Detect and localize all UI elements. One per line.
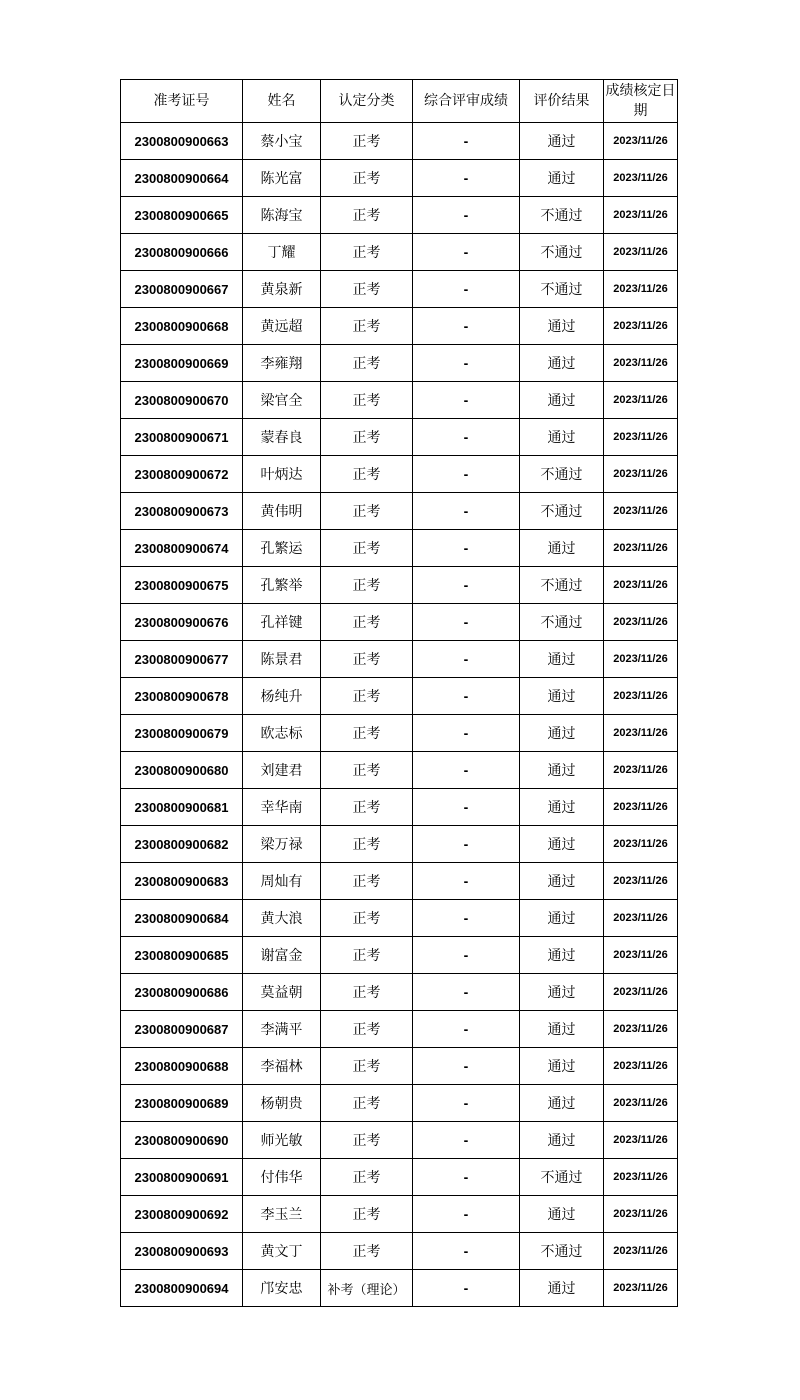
cell-score: - xyxy=(413,530,520,567)
table-row xyxy=(121,641,678,678)
cell-exam-id: 2300800900674 xyxy=(121,530,243,567)
cell-name: 黄伟明 xyxy=(243,493,321,530)
cell-category: 正考 xyxy=(321,678,413,715)
cell-result: 不通过 xyxy=(520,234,604,271)
cell-category: 正考 xyxy=(321,900,413,937)
cell-name: 黄泉新 xyxy=(243,271,321,308)
cell-score: - xyxy=(413,234,520,271)
cell-score: - xyxy=(413,1048,520,1085)
cell-category: 正考 xyxy=(321,1196,413,1233)
table-header xyxy=(121,80,678,123)
cell-exam-id: 2300800900685 xyxy=(121,937,243,974)
table-row xyxy=(121,1122,678,1159)
cell-category: 正考 xyxy=(321,1233,413,1270)
cell-date: 2023/11/26 xyxy=(604,1085,678,1122)
cell-date: 2023/11/26 xyxy=(604,419,678,456)
cell-date: 2023/11/26 xyxy=(604,641,678,678)
cell-score: - xyxy=(413,937,520,974)
cell-category: 正考 xyxy=(321,1011,413,1048)
cell-result: 通过 xyxy=(520,1122,604,1159)
cell-name: 师光敏 xyxy=(243,1122,321,1159)
cell-date: 2023/11/26 xyxy=(604,197,678,234)
cell-date: 2023/11/26 xyxy=(604,1011,678,1048)
cell-date: 2023/11/26 xyxy=(604,456,678,493)
cell-category: 正考 xyxy=(321,826,413,863)
cell-exam-id: 2300800900667 xyxy=(121,271,243,308)
cell-date: 2023/11/26 xyxy=(604,752,678,789)
cell-exam-id: 2300800900671 xyxy=(121,419,243,456)
cell-score: - xyxy=(413,567,520,604)
cell-category: 正考 xyxy=(321,604,413,641)
cell-date: 2023/11/26 xyxy=(604,789,678,826)
cell-result: 通过 xyxy=(520,308,604,345)
cell-result: 通过 xyxy=(520,900,604,937)
cell-exam-id: 2300800900683 xyxy=(121,863,243,900)
cell-category: 正考 xyxy=(321,1048,413,1085)
table-row xyxy=(121,530,678,567)
cell-category: 正考 xyxy=(321,974,413,1011)
cell-score: - xyxy=(413,604,520,641)
cell-exam-id: 2300800900675 xyxy=(121,567,243,604)
cell-result: 不通过 xyxy=(520,493,604,530)
table-row xyxy=(121,715,678,752)
cell-result: 不通过 xyxy=(520,197,604,234)
cell-score: - xyxy=(413,382,520,419)
header-score: 综合评审成绩 xyxy=(413,80,520,123)
header-row xyxy=(121,80,678,123)
cell-name: 周灿有 xyxy=(243,863,321,900)
cell-exam-id: 2300800900694 xyxy=(121,1270,243,1307)
cell-name: 杨纯升 xyxy=(243,678,321,715)
cell-exam-id: 2300800900663 xyxy=(121,123,243,160)
table-row xyxy=(121,604,678,641)
cell-result: 不通过 xyxy=(520,604,604,641)
cell-exam-id: 2300800900682 xyxy=(121,826,243,863)
cell-exam-id: 2300800900669 xyxy=(121,345,243,382)
table-row xyxy=(121,382,678,419)
cell-exam-id: 2300800900692 xyxy=(121,1196,243,1233)
cell-date: 2023/11/26 xyxy=(604,900,678,937)
cell-result: 通过 xyxy=(520,1270,604,1307)
cell-exam-id: 2300800900684 xyxy=(121,900,243,937)
cell-score: - xyxy=(413,1270,520,1307)
table-row xyxy=(121,493,678,530)
table-row xyxy=(121,900,678,937)
cell-score: - xyxy=(413,900,520,937)
table-row xyxy=(121,826,678,863)
cell-date: 2023/11/26 xyxy=(604,271,678,308)
cell-date: 2023/11/26 xyxy=(604,1233,678,1270)
cell-result: 通过 xyxy=(520,641,604,678)
cell-score: - xyxy=(413,826,520,863)
cell-score: - xyxy=(413,1122,520,1159)
cell-category: 正考 xyxy=(321,567,413,604)
cell-date: 2023/11/26 xyxy=(604,308,678,345)
cell-category: 正考 xyxy=(321,271,413,308)
cell-name: 李福林 xyxy=(243,1048,321,1085)
cell-category: 正考 xyxy=(321,345,413,382)
table-row xyxy=(121,678,678,715)
cell-score: - xyxy=(413,419,520,456)
cell-category: 正考 xyxy=(321,493,413,530)
cell-name: 孔祥键 xyxy=(243,604,321,641)
cell-date: 2023/11/26 xyxy=(604,345,678,382)
cell-exam-id: 2300800900678 xyxy=(121,678,243,715)
cell-date: 2023/11/26 xyxy=(604,826,678,863)
cell-category: 正考 xyxy=(321,752,413,789)
cell-result: 通过 xyxy=(520,530,604,567)
table-row xyxy=(121,1048,678,1085)
cell-date: 2023/11/26 xyxy=(604,937,678,974)
cell-date: 2023/11/26 xyxy=(604,382,678,419)
cell-category: 正考 xyxy=(321,456,413,493)
cell-category: 正考 xyxy=(321,1122,413,1159)
cell-score: - xyxy=(413,789,520,826)
cell-name: 蔡小宝 xyxy=(243,123,321,160)
cell-category: 正考 xyxy=(321,308,413,345)
cell-result: 通过 xyxy=(520,678,604,715)
cell-name: 陈光富 xyxy=(243,160,321,197)
cell-exam-id: 2300800900679 xyxy=(121,715,243,752)
cell-score: - xyxy=(413,1085,520,1122)
cell-result: 通过 xyxy=(520,937,604,974)
cell-result: 通过 xyxy=(520,826,604,863)
cell-result: 通过 xyxy=(520,160,604,197)
cell-category: 正考 xyxy=(321,234,413,271)
cell-score: - xyxy=(413,345,520,382)
cell-score: - xyxy=(413,1011,520,1048)
cell-exam-id: 2300800900693 xyxy=(121,1233,243,1270)
cell-category: 正考 xyxy=(321,863,413,900)
cell-exam-id: 2300800900687 xyxy=(121,1011,243,1048)
cell-category: 正考 xyxy=(321,419,413,456)
cell-score: - xyxy=(413,678,520,715)
cell-result: 不通过 xyxy=(520,1159,604,1196)
cell-result: 不通过 xyxy=(520,1233,604,1270)
cell-exam-id: 2300800900691 xyxy=(121,1159,243,1196)
header-result: 评价结果 xyxy=(520,80,604,123)
cell-category: 正考 xyxy=(321,789,413,826)
cell-result: 不通过 xyxy=(520,567,604,604)
cell-score: - xyxy=(413,1196,520,1233)
cell-date: 2023/11/26 xyxy=(604,604,678,641)
cell-result: 不通过 xyxy=(520,456,604,493)
cell-exam-id: 2300800900664 xyxy=(121,160,243,197)
cell-date: 2023/11/26 xyxy=(604,715,678,752)
table-row xyxy=(121,234,678,271)
cell-result: 通过 xyxy=(520,752,604,789)
cell-category: 正考 xyxy=(321,160,413,197)
cell-category: 正考 xyxy=(321,197,413,234)
cell-name: 李满平 xyxy=(243,1011,321,1048)
cell-result: 通过 xyxy=(520,419,604,456)
cell-result: 通过 xyxy=(520,1048,604,1085)
table-row xyxy=(121,1196,678,1233)
cell-category: 正考 xyxy=(321,530,413,567)
cell-result: 通过 xyxy=(520,715,604,752)
cell-score: - xyxy=(413,271,520,308)
cell-name: 莫益朝 xyxy=(243,974,321,1011)
cell-category: 正考 xyxy=(321,1085,413,1122)
table-row xyxy=(121,567,678,604)
cell-score: - xyxy=(413,1233,520,1270)
cell-name: 李雍翔 xyxy=(243,345,321,382)
cell-date: 2023/11/26 xyxy=(604,1270,678,1307)
cell-category: 正考 xyxy=(321,382,413,419)
cell-name: 欧志标 xyxy=(243,715,321,752)
cell-name: 陈海宝 xyxy=(243,197,321,234)
cell-result: 通过 xyxy=(520,1085,604,1122)
cell-result: 通过 xyxy=(520,345,604,382)
cell-date: 2023/11/26 xyxy=(604,123,678,160)
cell-score: - xyxy=(413,493,520,530)
cell-name: 黄远超 xyxy=(243,308,321,345)
cell-result: 不通过 xyxy=(520,271,604,308)
cell-date: 2023/11/26 xyxy=(604,863,678,900)
table-row xyxy=(121,1270,678,1307)
cell-date: 2023/11/26 xyxy=(604,493,678,530)
cell-date: 2023/11/26 xyxy=(604,567,678,604)
cell-exam-id: 2300800900677 xyxy=(121,641,243,678)
cell-name: 谢富金 xyxy=(243,937,321,974)
table-row xyxy=(121,937,678,974)
table-row xyxy=(121,271,678,308)
cell-score: - xyxy=(413,974,520,1011)
cell-result: 通过 xyxy=(520,974,604,1011)
table-row xyxy=(121,1233,678,1270)
cell-date: 2023/11/26 xyxy=(604,1159,678,1196)
cell-result: 通过 xyxy=(520,1196,604,1233)
table-row xyxy=(121,974,678,1011)
cell-exam-id: 2300800900686 xyxy=(121,974,243,1011)
table-row xyxy=(121,123,678,160)
cell-score: - xyxy=(413,715,520,752)
table-row xyxy=(121,789,678,826)
cell-score: - xyxy=(413,1159,520,1196)
cell-name: 付伟华 xyxy=(243,1159,321,1196)
cell-exam-id: 2300800900666 xyxy=(121,234,243,271)
cell-exam-id: 2300800900676 xyxy=(121,604,243,641)
header-date: 成绩核定日期 xyxy=(604,80,678,123)
cell-category: 补考（理论） xyxy=(321,1270,413,1307)
cell-result: 通过 xyxy=(520,382,604,419)
cell-result: 通过 xyxy=(520,123,604,160)
cell-category: 正考 xyxy=(321,715,413,752)
cell-name: 梁万禄 xyxy=(243,826,321,863)
cell-exam-id: 2300800900680 xyxy=(121,752,243,789)
cell-name: 黄文丁 xyxy=(243,1233,321,1270)
cell-exam-id: 2300800900668 xyxy=(121,308,243,345)
cell-score: - xyxy=(413,123,520,160)
cell-date: 2023/11/26 xyxy=(604,160,678,197)
cell-name: 刘建君 xyxy=(243,752,321,789)
table-row xyxy=(121,197,678,234)
table-row xyxy=(121,1011,678,1048)
cell-exam-id: 2300800900689 xyxy=(121,1085,243,1122)
cell-date: 2023/11/26 xyxy=(604,530,678,567)
header-category: 认定分类 xyxy=(321,80,413,123)
cell-name: 梁官全 xyxy=(243,382,321,419)
cell-score: - xyxy=(413,160,520,197)
cell-name: 陈景君 xyxy=(243,641,321,678)
cell-exam-id: 2300800900673 xyxy=(121,493,243,530)
cell-result: 通过 xyxy=(520,1011,604,1048)
cell-exam-id: 2300800900681 xyxy=(121,789,243,826)
table-body xyxy=(121,123,678,1307)
cell-category: 正考 xyxy=(321,641,413,678)
cell-result: 通过 xyxy=(520,789,604,826)
cell-name: 叶炳达 xyxy=(243,456,321,493)
table-row xyxy=(121,456,678,493)
cell-category: 正考 xyxy=(321,937,413,974)
cell-exam-id: 2300800900670 xyxy=(121,382,243,419)
cell-category: 正考 xyxy=(321,1159,413,1196)
table-row xyxy=(121,308,678,345)
cell-name: 李玉兰 xyxy=(243,1196,321,1233)
cell-name: 邝安忠 xyxy=(243,1270,321,1307)
cell-name: 黄大浪 xyxy=(243,900,321,937)
cell-exam-id: 2300800900690 xyxy=(121,1122,243,1159)
cell-date: 2023/11/26 xyxy=(604,974,678,1011)
cell-name: 丁耀 xyxy=(243,234,321,271)
cell-result: 通过 xyxy=(520,863,604,900)
table-row xyxy=(121,1159,678,1196)
cell-name: 孔繁举 xyxy=(243,567,321,604)
cell-date: 2023/11/26 xyxy=(604,1048,678,1085)
cell-date: 2023/11/26 xyxy=(604,1122,678,1159)
cell-exam-id: 2300800900688 xyxy=(121,1048,243,1085)
cell-score: - xyxy=(413,456,520,493)
cell-exam-id: 2300800900672 xyxy=(121,456,243,493)
header-exam-id: 准考证号 xyxy=(121,80,243,123)
cell-name: 蒙春良 xyxy=(243,419,321,456)
table-row xyxy=(121,160,678,197)
cell-name: 孔繁运 xyxy=(243,530,321,567)
table-row xyxy=(121,345,678,382)
cell-name: 幸华南 xyxy=(243,789,321,826)
table-row xyxy=(121,1085,678,1122)
header-name: 姓名 xyxy=(243,80,321,123)
cell-date: 2023/11/26 xyxy=(604,678,678,715)
table-row xyxy=(121,419,678,456)
table-row xyxy=(121,752,678,789)
cell-score: - xyxy=(413,863,520,900)
cell-score: - xyxy=(413,752,520,789)
cell-score: - xyxy=(413,308,520,345)
cell-score: - xyxy=(413,641,520,678)
cell-date: 2023/11/26 xyxy=(604,234,678,271)
table-row xyxy=(121,863,678,900)
cell-name: 杨朝贵 xyxy=(243,1085,321,1122)
cell-category: 正考 xyxy=(321,123,413,160)
score-table xyxy=(120,79,678,1307)
cell-exam-id: 2300800900665 xyxy=(121,197,243,234)
cell-score: - xyxy=(413,197,520,234)
cell-date: 2023/11/26 xyxy=(604,1196,678,1233)
